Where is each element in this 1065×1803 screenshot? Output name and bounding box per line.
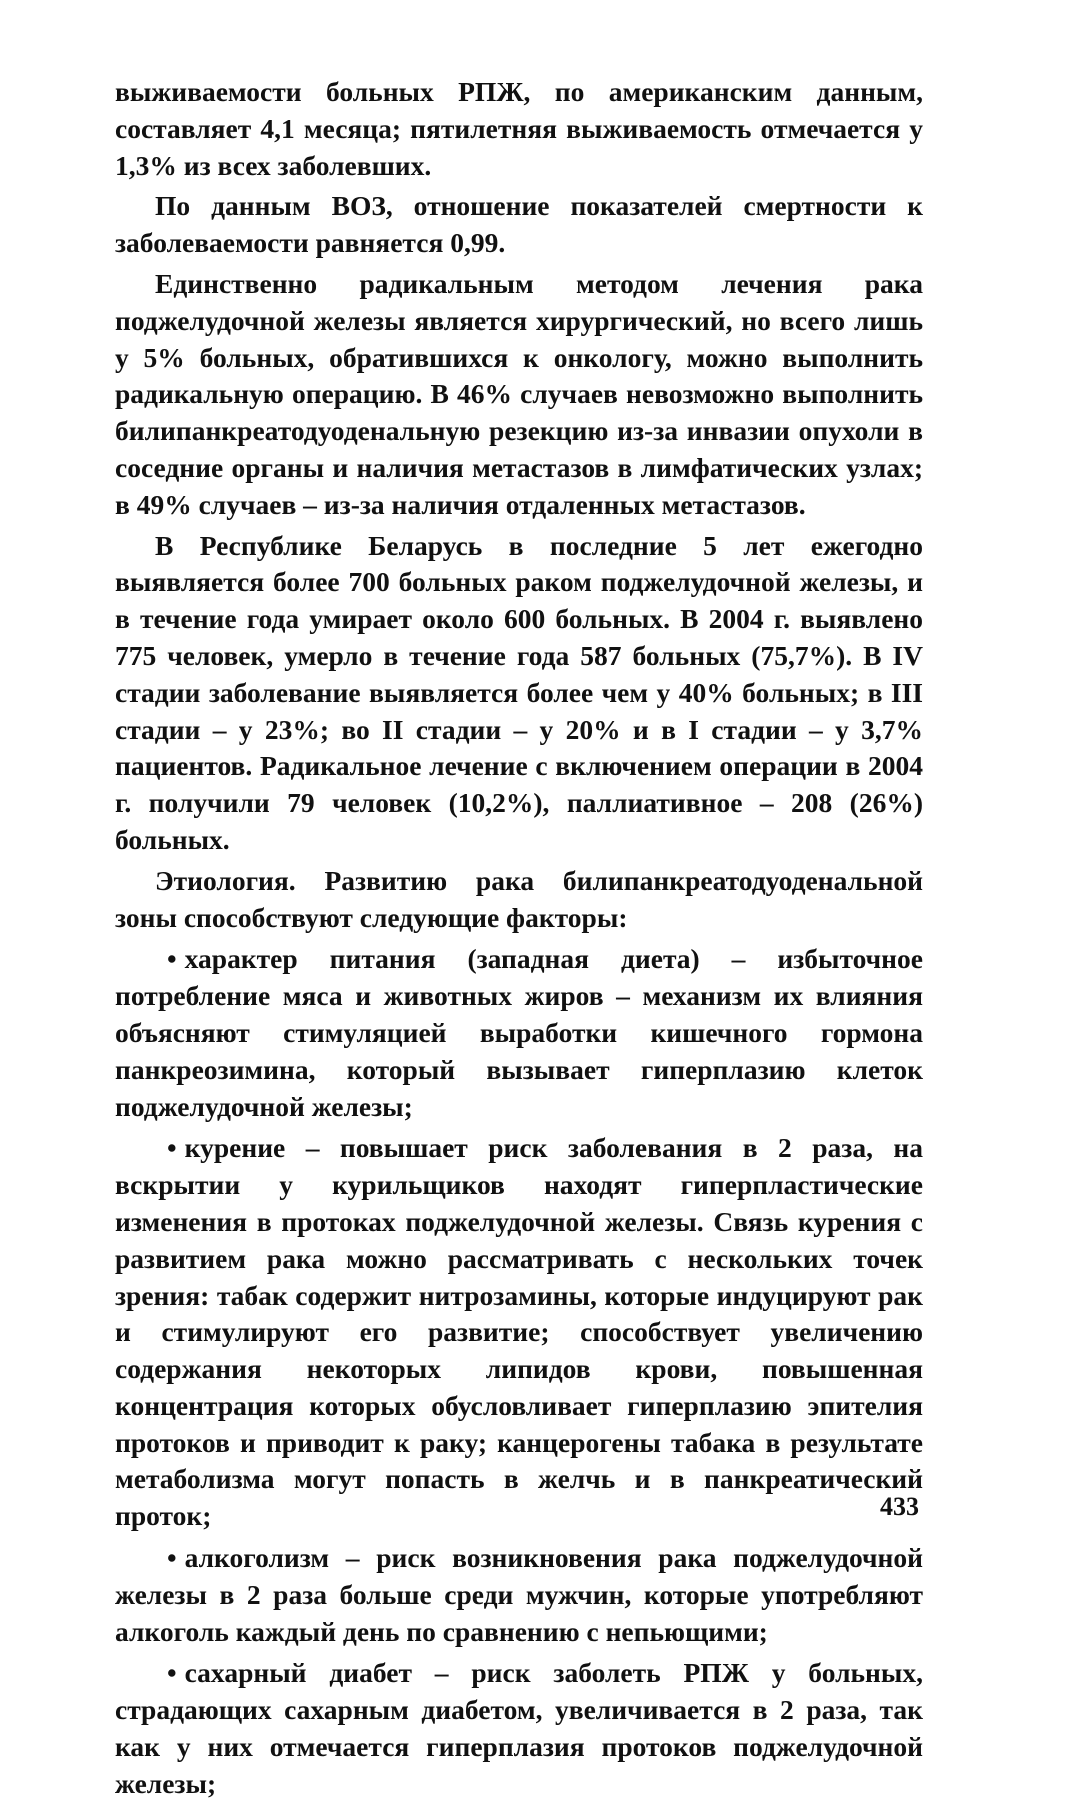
paragraph-surgical-treatment: Единственно радикальным методом лечения рака поджелудочной железы является хирургический, но всего лишь у 5% больных, обратившихся к онкологу, можно выполнить радикальную операцию. В 46% случаев невозможно выполнить билипанкреатодуоденальную резекцию из-за инвазии опухоли в соседние органы и наличия метастазов в лимфатических узлах; в 49% случаев – из-за наличия отдаленных метастазов. xyxy=(115,267,923,520)
etiology-intro: Развитию рака билипанкреатодуоденальной зоны способствуют следующие факторы: xyxy=(115,864,924,933)
list-item xyxy=(115,1540,923,1650)
etiology-heading: Этиология. xyxy=(155,864,296,896)
bullet-icon: • xyxy=(167,1132,177,1164)
factor-diabetes: сахарный диабет – риск заболеть РПЖ у больных, страдающих сахарным диабетом, увеличивается в 2 раза, так как у них отмечается гиперплазия протоков поджелудочной железы; xyxy=(115,1657,923,1799)
paragraph-survival: выживаемости больных РПЖ, по американским данным, составляет 4,1 месяца; пятилетняя выживаемость отмечается у 1,3% из всех заболевших. xyxy=(115,76,923,181)
factor-alcohol: алкоголизм – риск возникновения рака поджелудочной железы в 2 раза больше среди мужчин, которые употребляют алкоголь каждый день по сравнению с непьющими; xyxy=(115,1542,923,1647)
paragraph-who-ratio: По данным ВОЗ, отношение показателей смертности к заболеваемости равняется 0,99. xyxy=(115,190,923,259)
list-item xyxy=(115,1655,923,1802)
factor-diet: характер питания (западная диета) – избыточное потребление мяса и животных жиров – механизм их влияния объясняют стимуляцией выработки кишечного гормона панкреозимина, который вызывает гиперплазию клеток поджелудочной железы; xyxy=(115,943,923,1122)
bullet-icon: • xyxy=(167,943,177,975)
page-body xyxy=(115,74,923,1803)
bullet-icon: • xyxy=(167,1542,177,1574)
paragraph-etiology xyxy=(115,863,923,937)
list-item xyxy=(115,941,923,1125)
list-item xyxy=(115,1130,923,1535)
page-number: 433 xyxy=(880,1492,919,1521)
paragraph-belarus-statistics: В Республике Беларусь в последние 5 лет ежегодно выявляется более 700 больных раком поджелудочной железы, и в течение года умирает около 600 больных. В 2004 г. выявлено 775 человек, умерло в течение года 587 больных (75,7%). В IV стадии заболевание выявляется более чем у 40% больных; в III стадии – у 23%; во II стадии – у 20% и в I стадии – у 3,7% пациентов. Радикальное лечение с включением операции в 2004 г. получили 79 человек (10,2%), паллиативное – 208 (26%) больных. xyxy=(115,529,923,855)
bullet-icon: • xyxy=(167,1657,177,1689)
factor-smoking: курение – повышает риск заболевания в 2 раза, на вскрытии у курильщиков находят гиперпластические изменения в протоках поджелудочной железы. Связь курения с развитием рака можно рассматривать с нескольких точек зрения: табак содержит нитрозамины, которые индуцируют рак и стимулируют его развитие; способствует увеличению содержания некоторых липидов крови, повышенная концентрация которых обусловливает гиперплазию эпителия протоков и приводит к раку; канцерогены табака в результате метаболизма могут попасть в желчь и в панкреатический проток; xyxy=(115,1132,923,1532)
